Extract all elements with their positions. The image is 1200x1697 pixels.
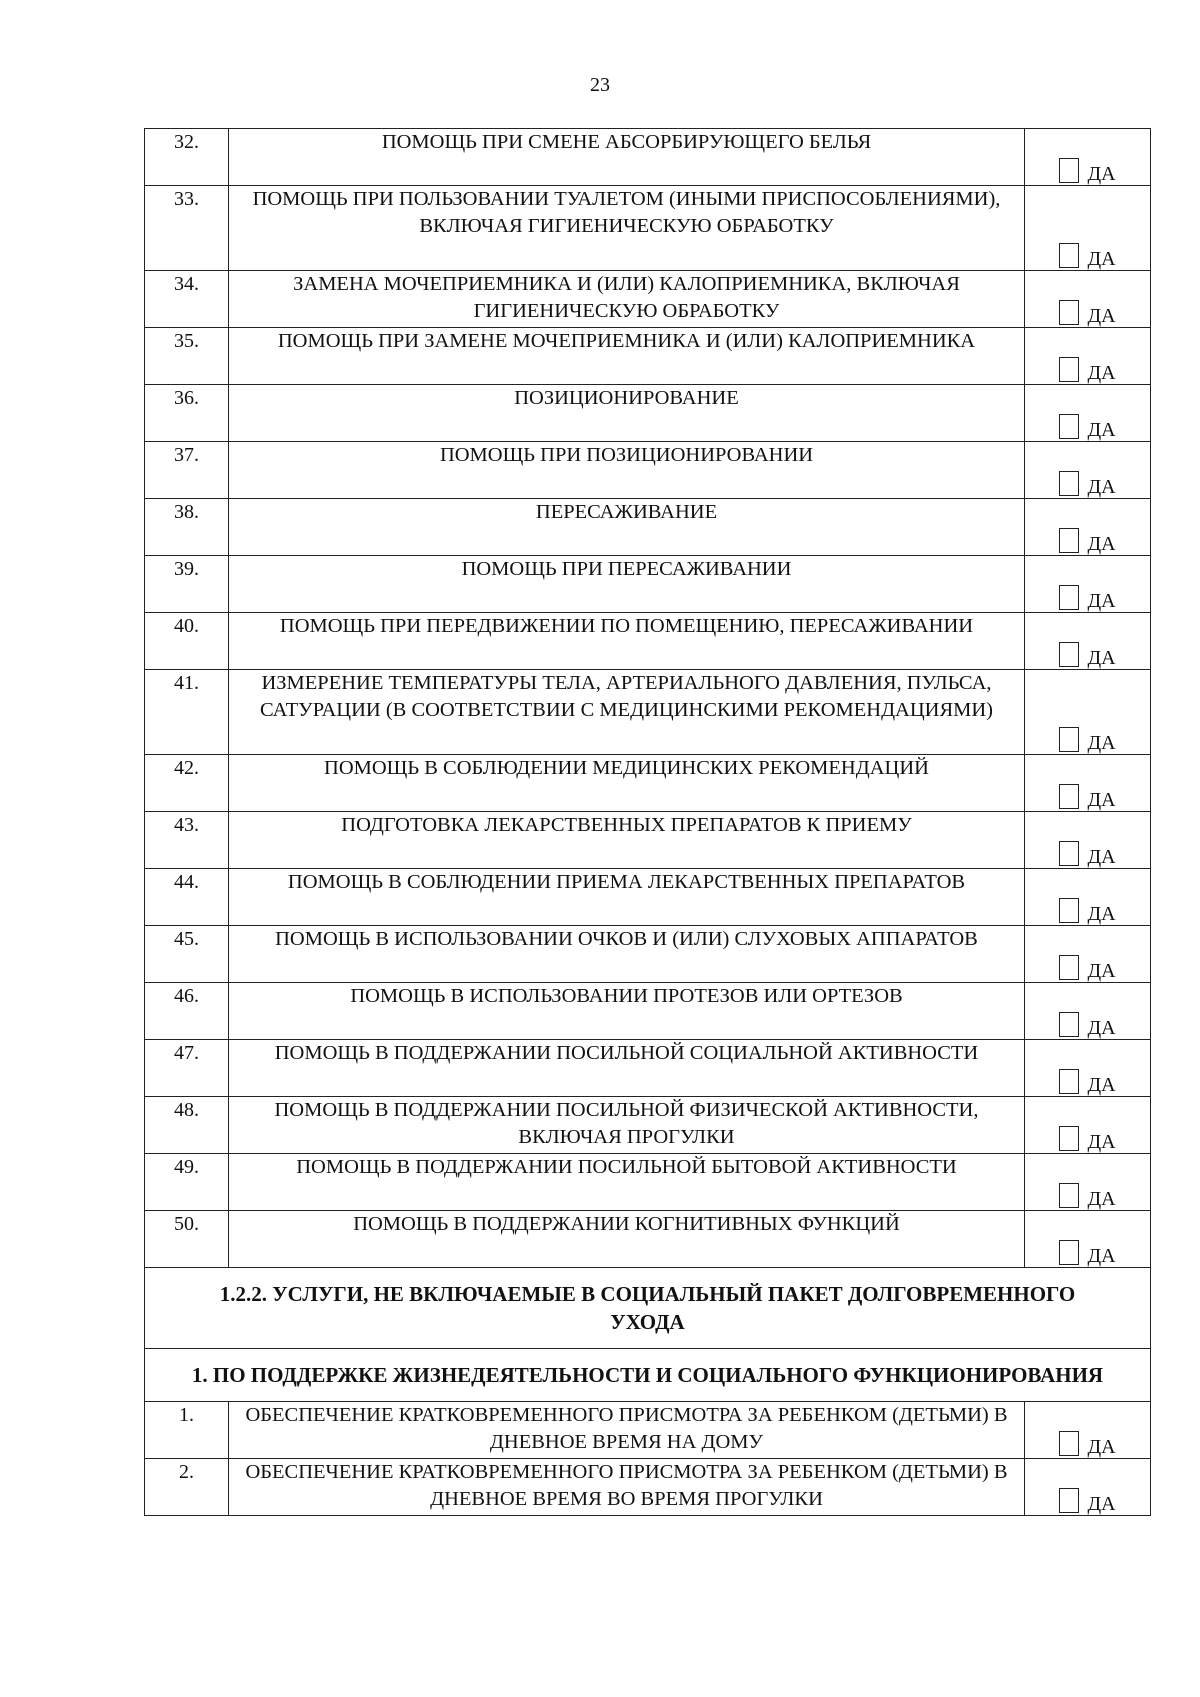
item-description: ПОМОЩЬ В СОБЛЮДЕНИИ МЕДИЦИНСКИХ РЕКОМЕНДАЦИЙ: [229, 755, 1025, 812]
check-cell[interactable]: [1025, 755, 1151, 812]
yes-checkbox[interactable]: [1059, 955, 1079, 980]
yes-checkbox-group[interactable]: [1025, 1211, 1150, 1267]
yes-label: ДА: [1087, 1017, 1116, 1039]
section-heading: 1.2.2. УСЛУГИ, НЕ ВКЛЮЧАЕМЫЕ В СОЦИАЛЬНЫЙ ПАКЕТ ДОЛГОВРЕМЕННОГО УХОДА: [145, 1268, 1151, 1349]
item-number: 45.: [145, 926, 229, 983]
yes-label: ДА: [1087, 960, 1116, 982]
item-number: 50.: [145, 1211, 229, 1268]
yes-checkbox[interactable]: [1059, 1240, 1079, 1265]
yes-checkbox-group[interactable]: [1025, 442, 1150, 498]
table-row: [145, 926, 1151, 983]
yes-checkbox[interactable]: [1059, 784, 1079, 809]
yes-checkbox-group[interactable]: [1025, 328, 1150, 384]
item-number: 40.: [145, 613, 229, 670]
check-cell[interactable]: [1025, 1040, 1151, 1097]
yes-checkbox[interactable]: [1059, 1069, 1079, 1094]
item-number: 44.: [145, 869, 229, 926]
yes-checkbox[interactable]: [1059, 1431, 1079, 1456]
yes-label: ДА: [1087, 1245, 1116, 1267]
yes-checkbox[interactable]: [1059, 585, 1079, 610]
table-row: [145, 1040, 1151, 1097]
yes-checkbox[interactable]: [1059, 1183, 1079, 1208]
section-row: [145, 1349, 1151, 1402]
item-description: ПОМОЩЬ В ИСПОЛЬЗОВАНИИ ПРОТЕЗОВ ИЛИ ОРТЕЗОВ: [229, 983, 1025, 1040]
table-row: [145, 442, 1151, 499]
item-description: ПОМОЩЬ В ПОДДЕРЖАНИИ КОГНИТИВНЫХ ФУНКЦИЙ: [229, 1211, 1025, 1268]
yes-checkbox-group[interactable]: [1025, 186, 1150, 270]
item-number: 41.: [145, 670, 229, 755]
yes-label: ДА: [1087, 476, 1116, 498]
item-number: 34.: [145, 271, 229, 328]
yes-checkbox-group[interactable]: [1025, 1040, 1150, 1096]
yes-label: ДА: [1087, 1074, 1116, 1096]
table-row: [145, 1097, 1151, 1154]
yes-label: ДА: [1087, 732, 1116, 754]
yes-checkbox-group[interactable]: [1025, 670, 1150, 754]
check-cell[interactable]: [1025, 1459, 1151, 1516]
check-cell[interactable]: [1025, 926, 1151, 983]
table-row: [145, 613, 1151, 670]
table-row: [145, 186, 1151, 271]
item-number: 48.: [145, 1097, 229, 1154]
yes-checkbox-group[interactable]: [1025, 1402, 1150, 1458]
yes-checkbox-group[interactable]: [1025, 556, 1150, 612]
table-row: [145, 1211, 1151, 1268]
subsection-heading: 1. ПО ПОДДЕРЖКЕ ЖИЗНЕДЕЯТЕЛЬНОСТИ И СОЦИАЛЬНОГО ФУНКЦИОНИРОВАНИЯ: [145, 1349, 1151, 1402]
item-description: ПОМОЩЬ В СОБЛЮДЕНИИ ПРИЕМА ЛЕКАРСТВЕННЫХ ПРЕПАРАТОВ: [229, 869, 1025, 926]
services-table: [144, 128, 1151, 1516]
yes-checkbox-group[interactable]: [1025, 1154, 1150, 1210]
check-cell[interactable]: [1025, 1211, 1151, 1268]
check-cell[interactable]: [1025, 129, 1151, 186]
check-cell[interactable]: [1025, 812, 1151, 869]
table-row: [145, 1154, 1151, 1211]
check-cell[interactable]: [1025, 271, 1151, 328]
item-number: 35.: [145, 328, 229, 385]
table-row: [145, 328, 1151, 385]
table-row: [145, 755, 1151, 812]
item-description: ПОМОЩЬ ПРИ ПОЗИЦИОНИРОВАНИИ: [229, 442, 1025, 499]
check-cell[interactable]: [1025, 499, 1151, 556]
yes-label: ДА: [1087, 647, 1116, 669]
item-description: ПОМОЩЬ В ПОДДЕРЖАНИИ ПОСИЛЬНОЙ БЫТОВОЙ АКТИВНОСТИ: [229, 1154, 1025, 1211]
table-row: [145, 670, 1151, 755]
check-cell[interactable]: [1025, 1402, 1151, 1459]
table-row: [145, 499, 1151, 556]
yes-checkbox-group[interactable]: [1025, 869, 1150, 925]
item-number: 43.: [145, 812, 229, 869]
yes-checkbox-group[interactable]: [1025, 812, 1150, 868]
table-row: [145, 812, 1151, 869]
item-number: 33.: [145, 186, 229, 271]
item-number: 47.: [145, 1040, 229, 1097]
item-description: ПОМОЩЬ В ИСПОЛЬЗОВАНИИ ОЧКОВ И (ИЛИ) СЛУХОВЫХ АППАРАТОВ: [229, 926, 1025, 983]
yes-checkbox[interactable]: [1059, 1012, 1079, 1037]
yes-checkbox-group[interactable]: [1025, 1097, 1150, 1153]
table-row: [145, 271, 1151, 328]
yes-label: ДА: [1087, 846, 1116, 868]
item-number: 2.: [145, 1459, 229, 1516]
yes-label: ДА: [1087, 533, 1116, 555]
item-description: ИЗМЕРЕНИЕ ТЕМПЕРАТУРЫ ТЕЛА, АРТЕРИАЛЬНОГО ДАВЛЕНИЯ, ПУЛЬСА, САТУРАЦИИ (В СООТВЕТСТВИИ С МЕДИЦИНСКИМИ РЕКОМЕНДАЦИЯМИ): [229, 670, 1025, 755]
item-number: 38.: [145, 499, 229, 556]
check-cell[interactable]: [1025, 385, 1151, 442]
page-number: 23: [590, 74, 610, 96]
yes-label: ДА: [1087, 789, 1116, 811]
item-description: ЗАМЕНА МОЧЕПРИЕМНИКА И (ИЛИ) КАЛОПРИЕМНИКА, ВКЛЮЧАЯ ГИГИЕНИЧЕСКУЮ ОБРАБОТКУ: [229, 271, 1025, 328]
yes-checkbox[interactable]: [1059, 471, 1079, 496]
item-description: ПЕРЕСАЖИВАНИЕ: [229, 499, 1025, 556]
yes-checkbox-group[interactable]: [1025, 983, 1150, 1039]
item-description: ПОМОЩЬ В ПОДДЕРЖАНИИ ПОСИЛЬНОЙ ФИЗИЧЕСКОЙ АКТИВНОСТИ, ВКЛЮЧАЯ ПРОГУЛКИ: [229, 1097, 1025, 1154]
check-cell[interactable]: [1025, 328, 1151, 385]
yes-label: ДА: [1087, 1131, 1116, 1153]
item-description: ОБЕСПЕЧЕНИЕ КРАТКОВРЕМЕННОГО ПРИСМОТРА ЗА РЕБЕНКОМ (ДЕТЬМИ) В ДНЕВНОЕ ВРЕМЯ ВО ВРЕМЯ ПРОГУЛКИ: [229, 1459, 1025, 1516]
item-description: ПОМОЩЬ ПРИ ПЕРЕСАЖИВАНИИ: [229, 556, 1025, 613]
yes-label: ДА: [1087, 590, 1116, 612]
item-number: 39.: [145, 556, 229, 613]
table-row: [145, 556, 1151, 613]
check-cell[interactable]: [1025, 556, 1151, 613]
check-cell[interactable]: [1025, 613, 1151, 670]
table-row: [145, 385, 1151, 442]
item-description: ПОМОЩЬ В ПОДДЕРЖАНИИ ПОСИЛЬНОЙ СОЦИАЛЬНОЙ АКТИВНОСТИ: [229, 1040, 1025, 1097]
check-cell[interactable]: [1025, 1154, 1151, 1211]
item-description: ПОЗИЦИОНИРОВАНИЕ: [229, 385, 1025, 442]
yes-label: ДА: [1087, 1188, 1116, 1210]
yes-checkbox[interactable]: [1059, 1126, 1079, 1151]
item-number: 42.: [145, 755, 229, 812]
yes-label: ДА: [1087, 903, 1116, 925]
yes-checkbox[interactable]: [1059, 414, 1079, 439]
check-cell[interactable]: [1025, 186, 1151, 271]
yes-checkbox[interactable]: [1059, 357, 1079, 382]
item-description: ПОМОЩЬ ПРИ СМЕНЕ АБСОРБИРУЮЩЕГО БЕЛЬЯ: [229, 129, 1025, 186]
yes-checkbox-group[interactable]: [1025, 755, 1150, 811]
services-table-body: [145, 129, 1151, 1516]
yes-checkbox[interactable]: [1059, 642, 1079, 667]
yes-label: ДА: [1087, 419, 1116, 441]
yes-label: ДА: [1087, 248, 1116, 270]
yes-checkbox-group[interactable]: [1025, 499, 1150, 555]
yes-checkbox[interactable]: [1059, 158, 1079, 183]
check-cell[interactable]: [1025, 983, 1151, 1040]
item-number: 49.: [145, 1154, 229, 1211]
yes-checkbox-group[interactable]: [1025, 385, 1150, 441]
item-description: ОБЕСПЕЧЕНИЕ КРАТКОВРЕМЕННОГО ПРИСМОТРА ЗА РЕБЕНКОМ (ДЕТЬМИ) В ДНЕВНОЕ ВРЕМЯ НА ДОМУ: [229, 1402, 1025, 1459]
yes-checkbox[interactable]: [1059, 898, 1079, 923]
table-row: [145, 1402, 1151, 1459]
yes-label: ДА: [1087, 305, 1116, 327]
check-cell[interactable]: [1025, 442, 1151, 499]
item-number: 37.: [145, 442, 229, 499]
section-row: [145, 1268, 1151, 1349]
yes-checkbox[interactable]: [1059, 841, 1079, 866]
yes-checkbox[interactable]: [1059, 300, 1079, 325]
check-cell[interactable]: [1025, 670, 1151, 755]
yes-checkbox-group[interactable]: [1025, 271, 1150, 327]
yes-label: ДА: [1087, 163, 1116, 185]
item-description: ПОМОЩЬ ПРИ ПЕРЕДВИЖЕНИИ ПО ПОМЕЩЕНИЮ, ПЕРЕСАЖИВАНИИ: [229, 613, 1025, 670]
item-description: ПОМОЩЬ ПРИ ПОЛЬЗОВАНИИ ТУАЛЕТОМ (ИНЫМИ ПРИСПОСОБЛЕНИЯМИ), ВКЛЮЧАЯ ГИГИЕНИЧЕСКУЮ ОБРАБОТКУ: [229, 186, 1025, 271]
table-row: [145, 983, 1151, 1040]
table-row: [145, 1459, 1151, 1516]
yes-checkbox-group[interactable]: [1025, 613, 1150, 669]
yes-label: ДА: [1087, 1436, 1116, 1458]
yes-label: ДА: [1087, 362, 1116, 384]
item-description: ПОМОЩЬ ПРИ ЗАМЕНЕ МОЧЕПРИЕМНИКА И (ИЛИ) КАЛОПРИЕМНИКА: [229, 328, 1025, 385]
item-description: ПОДГОТОВКА ЛЕКАРСТВЕННЫХ ПРЕПАРАТОВ К ПРИЕМУ: [229, 812, 1025, 869]
table-row: [145, 869, 1151, 926]
item-number: 32.: [145, 129, 229, 186]
item-number: 36.: [145, 385, 229, 442]
yes-checkbox[interactable]: [1059, 1488, 1079, 1513]
yes-checkbox[interactable]: [1059, 528, 1079, 553]
yes-checkbox[interactable]: [1059, 727, 1079, 752]
yes-checkbox-group[interactable]: [1025, 1459, 1150, 1515]
table-row: [145, 129, 1151, 186]
check-cell[interactable]: [1025, 869, 1151, 926]
yes-label: ДА: [1087, 1493, 1116, 1515]
yes-checkbox[interactable]: [1059, 243, 1079, 268]
yes-checkbox-group[interactable]: [1025, 129, 1150, 185]
check-cell[interactable]: [1025, 1097, 1151, 1154]
yes-checkbox-group[interactable]: [1025, 926, 1150, 982]
item-number: 1.: [145, 1402, 229, 1459]
item-number: 46.: [145, 983, 229, 1040]
